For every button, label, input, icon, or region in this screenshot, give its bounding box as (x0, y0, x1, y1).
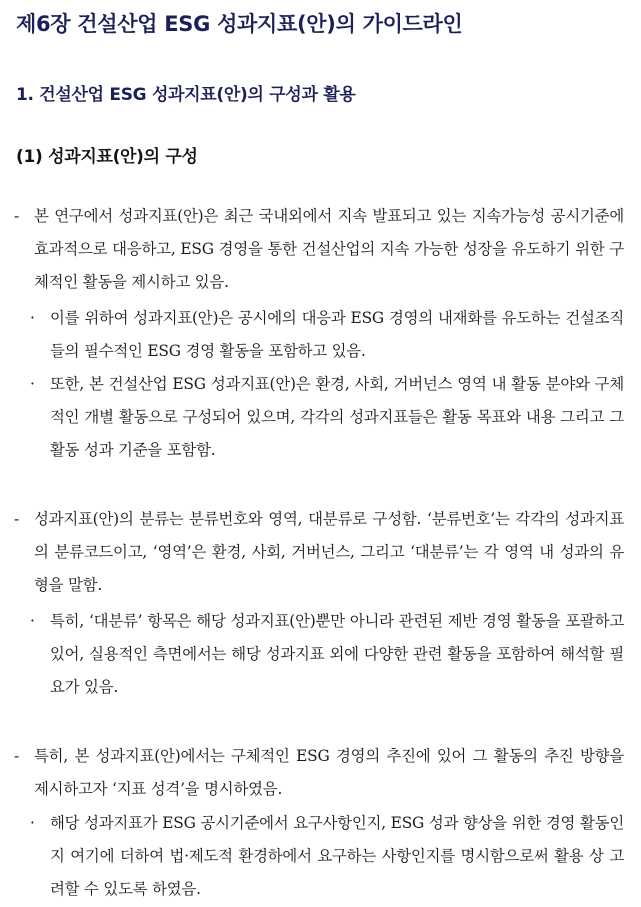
paragraph-3 (14, 740, 624, 806)
bullet-text: 이를 위하여 성과지표(안)은 공시에의 대응과 ESG 경영의 내재화를 유도하는 건설조직들의 필수적인 ESG 경영 활동을 포함하고 있음. (50, 309, 624, 360)
section-heading: 1. 건설산업 ESG 성과지표(안)의 구성과 활용 (16, 85, 356, 105)
bullet-marker: · (30, 814, 35, 832)
dash-marker: - (14, 510, 20, 528)
bullet-1-2 (30, 368, 624, 467)
dash-marker: - (14, 207, 20, 225)
bullet-3-1 (30, 807, 624, 906)
bullet-marker: · (30, 309, 35, 327)
bullet-marker: · (30, 375, 35, 393)
paragraph-text: 성과지표(안)의 분류는 분류번호와 영역, 대분류로 구성함. ‘분류번호’는 각각의 성과지표의 분류코드이고, ‘영역’은 환경, 사회, 거버넌스, 그리고 ‘대분류’는 각 영역 내 성과의 유형을 말함. (34, 510, 624, 594)
dash-marker: - (14, 747, 20, 765)
bullet-text: 또한, 본 건설산업 ESG 성과지표(안)은 환경, 사회, 거버넌스 영역 내 활동 분야와 구체적인 개별 활동으로 구성되어 있으며, 각각의 성과지표들은 활동 목표와 내용 그리고 그 활동 성과 기준을 포함함. (50, 375, 624, 459)
paragraph-text: 본 연구에서 성과지표(안)은 최근 국내외에서 지속 발표되고 있는 지속가능성 공시기준에 효과적으로 대응하고, ESG 경영을 통한 건설산업의 지속 가능한 성장을 유도하기 위한 구체적인 활동을 제시하고 있음. (34, 207, 624, 291)
bullet-text: 특히, ‘대분류’ 항목은 해당 성과지표(안)뿐만 아니라 관련된 제반 경영 활동을 포괄하고 있어, 실용적인 측면에서는 해당 성과지표 외에 다양한 관련 활동을 포함하여 해석할 필요가 있음. (50, 612, 624, 696)
paragraph-2 (14, 503, 624, 602)
bullet-2-1 (30, 605, 624, 704)
bullet-marker: · (30, 612, 35, 630)
paragraph-text: 특히, 본 성과지표(안)에서는 구체적인 ESG 경영의 추진에 있어 그 활동의 추진 방향을 제시하고자 ‘지표 성격’을 명시하였음. (34, 747, 624, 798)
subsection-heading: (1) 성과지표(안)의 구성 (16, 147, 198, 167)
bullet-text: 해당 성과지표가 ESG 공시기준에서 요구사항인지, ESG 성과 향상을 위한 경영 활동인지 여기에 더하여 법·제도적 환경하에서 요구하는 사항인지를 명시함으로써 활용 상 고려할 수 있도록 하였음. (50, 814, 624, 898)
paragraph-1 (14, 200, 624, 299)
bullet-1-1 (30, 302, 624, 368)
chapter-title: 제6장 건설산업 ESG 성과지표(안)의 가이드라인 (16, 12, 463, 36)
